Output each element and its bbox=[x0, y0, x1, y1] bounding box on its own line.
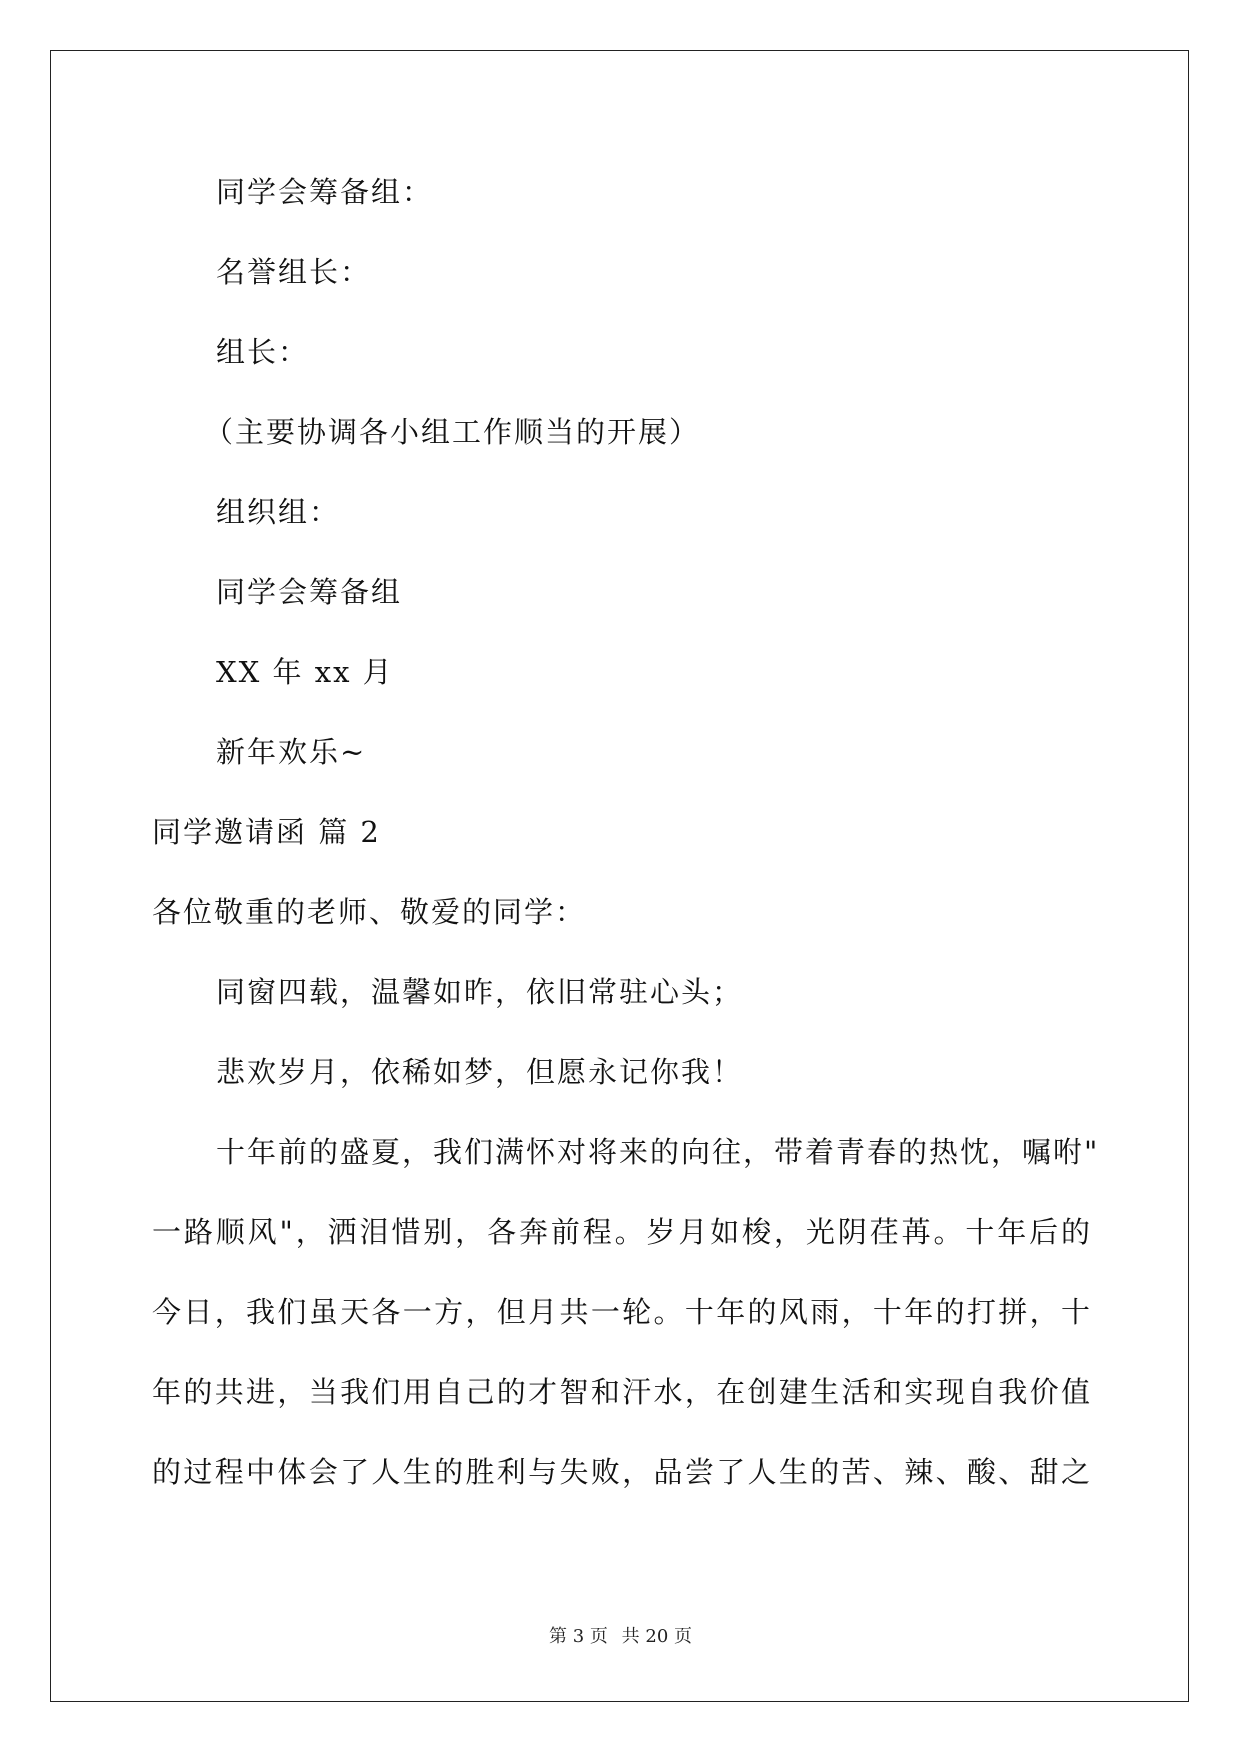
paragraph-line-3: 今日，我们虽天各一方，但月共一轮。十年的风雨，十年的打拼，十 bbox=[152, 1295, 1092, 1329]
leader-note: （主要协调各小组工作顺当的开展） bbox=[204, 415, 701, 449]
verse-line-1: 同窗四载，温馨如昨，依旧常驻心头； bbox=[216, 975, 744, 1009]
signature-line: 同学会筹备组 bbox=[216, 575, 403, 609]
verse-line-2: 悲欢岁月，依稀如梦，但愿永记你我！ bbox=[216, 1055, 744, 1089]
honorary-leader-line: 名誉组长： bbox=[216, 255, 372, 289]
organizing-group-line: 组织组： bbox=[216, 495, 341, 529]
page-number: 第 3 页 bbox=[549, 1626, 608, 1647]
salutation-line: 各位敬重的老师、敬爱的同学： bbox=[152, 895, 587, 929]
committee-heading: 同学会筹备组： bbox=[216, 175, 434, 209]
greeting-line: 新年欢乐~ bbox=[216, 735, 367, 769]
date-line: XX 年 xx 月 bbox=[216, 655, 394, 689]
page-total: 共 20 页 bbox=[621, 1626, 692, 1647]
page-footer bbox=[0, 1626, 1241, 1648]
leader-line: 组长： bbox=[216, 335, 310, 369]
paragraph-line-4: 年的共进，当我们用自己的才智和汗水，在创建生活和实现自我价值 bbox=[152, 1375, 1092, 1409]
paragraph-line-5: 的过程中体会了人生的胜利与失败，品尝了人生的苦、辣、酸、甜之 bbox=[152, 1455, 1092, 1489]
paragraph-line-1: 十年前的盛夏，我们满怀对将来的向往，带着青春的热忱，嘱咐" bbox=[216, 1135, 1100, 1169]
paragraph-line-2: 一路顺风"，洒泪惜别，各奔前程。岁月如梭，光阴荏苒。十年后的 bbox=[152, 1215, 1092, 1249]
section-heading: 同学邀请函 篇 2 bbox=[152, 815, 381, 849]
